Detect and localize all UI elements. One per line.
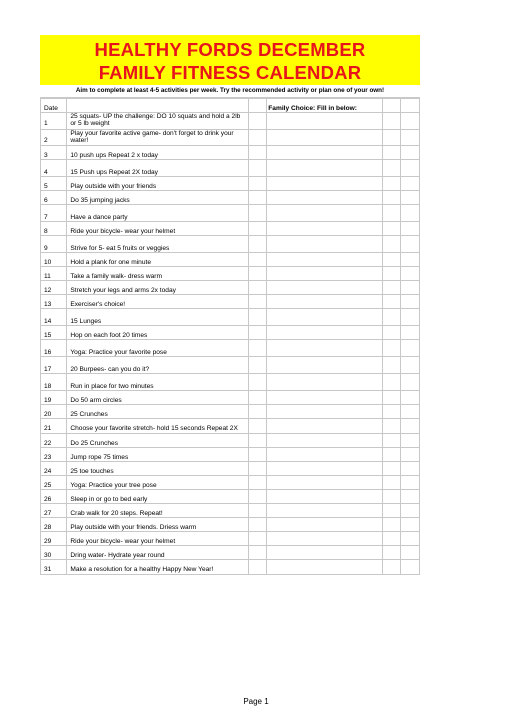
calendar-row bbox=[41, 253, 420, 267]
blank-cell bbox=[401, 504, 420, 518]
activity-text: Strive for 5- eat 5 fruits or veggies bbox=[67, 236, 248, 253]
blank-cell bbox=[382, 357, 401, 374]
day-number: 2 bbox=[41, 129, 67, 146]
calendar-row bbox=[41, 490, 420, 504]
blank-cell bbox=[382, 281, 401, 295]
header-family-choice: Family Choice: Fill in below: bbox=[267, 99, 382, 113]
activity-text: Crab walk for 20 steps. Repeat! bbox=[67, 504, 248, 518]
blank-cell bbox=[248, 462, 267, 476]
blank-cell bbox=[401, 191, 420, 205]
activity-text: Yoga: Practice your favorite pose bbox=[67, 340, 248, 357]
day-number: 30 bbox=[41, 546, 67, 560]
activity-text: Have a dance party bbox=[67, 205, 248, 222]
day-number: 28 bbox=[41, 518, 67, 532]
activity-text: Ride your bicycle- wear your helmet bbox=[67, 532, 248, 546]
blank-cell bbox=[382, 177, 401, 191]
family-choice-cell[interactable] bbox=[267, 357, 382, 374]
blank-cell bbox=[248, 434, 267, 448]
blank-cell bbox=[382, 518, 401, 532]
blank-cell bbox=[248, 222, 267, 236]
activity-text: Hold a plank for one minute bbox=[67, 253, 248, 267]
day-number: 1 bbox=[41, 113, 67, 130]
blank-cell bbox=[401, 405, 420, 419]
calendar-row bbox=[41, 504, 420, 518]
blank-cell bbox=[248, 490, 267, 504]
blank-cell bbox=[382, 295, 401, 309]
blank-cell bbox=[401, 490, 420, 504]
activity-text: Hop on each foot 20 times bbox=[67, 326, 248, 340]
activity-text: 25 Crunches bbox=[67, 405, 248, 419]
family-choice-cell[interactable] bbox=[267, 462, 382, 476]
day-number: 31 bbox=[41, 560, 67, 575]
activity-text: Stretch your legs and arms 2x today bbox=[67, 281, 248, 295]
activity-text: 15 Push ups Repeat 2X today bbox=[67, 160, 248, 177]
activity-text: Ride your bicycle- wear your helmet bbox=[67, 222, 248, 236]
day-number: 18 bbox=[41, 374, 67, 391]
blank-cell bbox=[382, 160, 401, 177]
activity-text: Do 25 Crunches bbox=[67, 434, 248, 448]
blank-cell bbox=[382, 391, 401, 405]
calendar-row bbox=[41, 476, 420, 490]
calendar-row bbox=[41, 546, 420, 560]
day-number: 23 bbox=[41, 448, 67, 462]
family-choice-cell[interactable] bbox=[267, 160, 382, 177]
blank-cell bbox=[382, 129, 401, 146]
blank-cell bbox=[401, 419, 420, 434]
calendar-row bbox=[41, 532, 420, 546]
blank-cell bbox=[401, 391, 420, 405]
header-blank-cell bbox=[401, 99, 420, 113]
day-number: 16 bbox=[41, 340, 67, 357]
calendar-row bbox=[41, 281, 420, 295]
blank-cell bbox=[401, 177, 420, 191]
blank-cell bbox=[401, 476, 420, 490]
calendar-row bbox=[41, 236, 420, 253]
family-choice-cell[interactable] bbox=[267, 504, 382, 518]
day-number: 20 bbox=[41, 405, 67, 419]
blank-cell bbox=[248, 326, 267, 340]
family-choice-cell[interactable] bbox=[267, 448, 382, 462]
blank-cell bbox=[248, 532, 267, 546]
day-number: 6 bbox=[41, 191, 67, 205]
blank-cell bbox=[248, 177, 267, 191]
blank-cell bbox=[382, 113, 401, 130]
day-number: 3 bbox=[41, 146, 67, 160]
blank-cell bbox=[401, 281, 420, 295]
family-choice-cell[interactable] bbox=[267, 146, 382, 160]
activity-text: 20 Burpees- can you do it? bbox=[67, 357, 248, 374]
blank-cell bbox=[248, 113, 267, 130]
calendar-row bbox=[41, 129, 420, 146]
blank-cell bbox=[248, 560, 267, 575]
day-number: 26 bbox=[41, 490, 67, 504]
blank-cell bbox=[248, 253, 267, 267]
activity-text: Take a family walk- dress warm bbox=[67, 267, 248, 281]
header-activity-blank bbox=[67, 99, 248, 113]
blank-cell bbox=[382, 326, 401, 340]
calendar-row bbox=[41, 326, 420, 340]
calendar-row bbox=[41, 309, 420, 326]
activity-text: Play outside with your friends. Driess warm bbox=[67, 518, 248, 532]
header-row bbox=[41, 99, 420, 113]
blank-cell bbox=[382, 191, 401, 205]
activity-text: Choose your favorite stretch- hold 15 seconds Repeat 2X bbox=[67, 419, 248, 434]
family-choice-cell[interactable] bbox=[267, 236, 382, 253]
calendar-sheet bbox=[40, 35, 420, 575]
blank-cell bbox=[382, 476, 401, 490]
family-choice-cell[interactable] bbox=[267, 253, 382, 267]
family-choice-cell[interactable] bbox=[267, 434, 382, 448]
blank-cell bbox=[248, 391, 267, 405]
day-number: 14 bbox=[41, 309, 67, 326]
activity-text: Play your favorite active game- don't forget to drink your water! bbox=[67, 129, 248, 146]
blank-cell bbox=[382, 267, 401, 281]
day-number: 5 bbox=[41, 177, 67, 191]
calendar-row bbox=[41, 267, 420, 281]
day-number: 8 bbox=[41, 222, 67, 236]
activity-text: Exerciser's choice! bbox=[67, 295, 248, 309]
blank-cell bbox=[382, 490, 401, 504]
calendar-row bbox=[41, 295, 420, 309]
family-choice-cell[interactable] bbox=[267, 476, 382, 490]
day-number: 19 bbox=[41, 391, 67, 405]
subtitle-instructions: Aim to complete at least 4-5 activities per week. Try the recommended activity or plan one of your own! bbox=[40, 85, 420, 98]
day-number: 22 bbox=[41, 434, 67, 448]
family-choice-cell[interactable] bbox=[267, 191, 382, 205]
day-number: 11 bbox=[41, 267, 67, 281]
page-footer: Page 1 bbox=[243, 697, 269, 706]
blank-cell bbox=[401, 129, 420, 146]
blank-cell bbox=[248, 129, 267, 146]
family-choice-cell[interactable] bbox=[267, 222, 382, 236]
family-choice-cell[interactable] bbox=[267, 326, 382, 340]
activity-text: 25 squats- UP the challenge: DO 10 squats and hold a 2lb or 5 lb weight bbox=[67, 113, 248, 130]
title-line-2: FAMILY FITNESS CALENDAR bbox=[98, 62, 362, 83]
blank-cell bbox=[382, 146, 401, 160]
family-choice-cell[interactable] bbox=[267, 177, 382, 191]
blank-cell bbox=[248, 419, 267, 434]
activity-text: Jump rope 75 times bbox=[67, 448, 248, 462]
blank-cell bbox=[401, 267, 420, 281]
blank-cell bbox=[401, 253, 420, 267]
activity-text: Yoga: Practice your tree pose bbox=[67, 476, 248, 490]
blank-cell bbox=[401, 462, 420, 476]
blank-cell bbox=[401, 560, 420, 575]
blank-cell bbox=[382, 462, 401, 476]
activity-text: Sleep in or go to bed early bbox=[67, 490, 248, 504]
blank-cell bbox=[401, 146, 420, 160]
blank-cell bbox=[382, 405, 401, 419]
day-number: 9 bbox=[41, 236, 67, 253]
calendar-row bbox=[41, 146, 420, 160]
blank-cell bbox=[382, 253, 401, 267]
day-number: 27 bbox=[41, 504, 67, 518]
activity-text: Dring water- Hydrate year round bbox=[67, 546, 248, 560]
day-number: 13 bbox=[41, 295, 67, 309]
calendar-row bbox=[41, 113, 420, 130]
family-choice-cell[interactable] bbox=[267, 374, 382, 391]
blank-cell bbox=[248, 267, 267, 281]
calendar-row bbox=[41, 448, 420, 462]
day-number: 15 bbox=[41, 326, 67, 340]
day-number: 17 bbox=[41, 357, 67, 374]
blank-cell bbox=[248, 476, 267, 490]
blank-cell bbox=[248, 504, 267, 518]
calendar-row bbox=[41, 434, 420, 448]
day-number: 4 bbox=[41, 160, 67, 177]
day-number: 7 bbox=[41, 205, 67, 222]
blank-cell bbox=[382, 546, 401, 560]
calendar-row bbox=[41, 405, 420, 419]
title-banner bbox=[40, 35, 420, 85]
day-number: 12 bbox=[41, 281, 67, 295]
activity-text: Do 35 jumping jacks bbox=[67, 191, 248, 205]
title-line-1: HEALTHY FORDS DECEMBER bbox=[94, 39, 366, 60]
blank-cell bbox=[382, 236, 401, 253]
blank-cell bbox=[401, 205, 420, 222]
blank-cell bbox=[382, 504, 401, 518]
blank-cell bbox=[401, 222, 420, 236]
blank-cell bbox=[382, 434, 401, 448]
calendar-row bbox=[41, 222, 420, 236]
day-number: 29 bbox=[41, 532, 67, 546]
calendar-row bbox=[41, 160, 420, 177]
blank-cell bbox=[248, 146, 267, 160]
family-choice-cell[interactable] bbox=[267, 560, 382, 575]
blank-cell bbox=[401, 448, 420, 462]
calendar-row bbox=[41, 177, 420, 191]
header-date: Date bbox=[41, 99, 67, 113]
day-number: 25 bbox=[41, 476, 67, 490]
blank-cell bbox=[401, 236, 420, 253]
blank-cell bbox=[382, 419, 401, 434]
blank-cell bbox=[248, 405, 267, 419]
family-choice-cell[interactable] bbox=[267, 309, 382, 326]
family-choice-cell[interactable] bbox=[267, 267, 382, 281]
blank-cell bbox=[382, 374, 401, 391]
family-choice-cell[interactable] bbox=[267, 113, 382, 130]
blank-cell bbox=[401, 374, 420, 391]
blank-cell bbox=[248, 236, 267, 253]
header-blank-cell bbox=[382, 99, 401, 113]
calendar-row bbox=[41, 391, 420, 405]
blank-cell bbox=[401, 309, 420, 326]
blank-cell bbox=[382, 222, 401, 236]
blank-cell bbox=[401, 160, 420, 177]
blank-cell bbox=[248, 295, 267, 309]
blank-cell bbox=[248, 518, 267, 532]
calendar-row bbox=[41, 560, 420, 575]
blank-cell bbox=[248, 309, 267, 326]
family-choice-cell[interactable] bbox=[267, 546, 382, 560]
blank-cell bbox=[248, 357, 267, 374]
blank-cell bbox=[401, 326, 420, 340]
blank-cell bbox=[248, 160, 267, 177]
blank-cell bbox=[382, 560, 401, 575]
blank-cell bbox=[382, 205, 401, 222]
family-choice-cell[interactable] bbox=[267, 405, 382, 419]
activity-text: 10 push ups Repeat 2 x today bbox=[67, 146, 248, 160]
calendar-table bbox=[40, 98, 420, 575]
calendar-row bbox=[41, 462, 420, 476]
calendar-row bbox=[41, 419, 420, 434]
family-choice-cell[interactable] bbox=[267, 490, 382, 504]
blank-cell bbox=[248, 191, 267, 205]
family-choice-cell[interactable] bbox=[267, 518, 382, 532]
family-choice-cell[interactable] bbox=[267, 295, 382, 309]
blank-cell bbox=[248, 546, 267, 560]
family-choice-cell[interactable] bbox=[267, 205, 382, 222]
family-choice-cell[interactable] bbox=[267, 391, 382, 405]
blank-cell bbox=[248, 374, 267, 391]
day-number: 21 bbox=[41, 419, 67, 434]
blank-cell bbox=[401, 113, 420, 130]
activity-text: 25 toe touches bbox=[67, 462, 248, 476]
blank-cell bbox=[382, 340, 401, 357]
blank-cell bbox=[401, 434, 420, 448]
blank-cell bbox=[382, 309, 401, 326]
calendar-row bbox=[41, 205, 420, 222]
family-choice-cell[interactable] bbox=[267, 419, 382, 434]
activity-text: Do 50 arm circles bbox=[67, 391, 248, 405]
day-number: 24 bbox=[41, 462, 67, 476]
blank-cell bbox=[401, 546, 420, 560]
calendar-row bbox=[41, 374, 420, 391]
family-choice-cell[interactable] bbox=[267, 281, 382, 295]
blank-cell bbox=[248, 205, 267, 222]
blank-cell bbox=[248, 340, 267, 357]
calendar-row bbox=[41, 357, 420, 374]
blank-cell bbox=[382, 448, 401, 462]
family-choice-cell[interactable] bbox=[267, 532, 382, 546]
blank-cell bbox=[382, 532, 401, 546]
blank-cell bbox=[401, 357, 420, 374]
activity-text: Play outside with your friends bbox=[67, 177, 248, 191]
day-number: 10 bbox=[41, 253, 67, 267]
blank-cell bbox=[401, 295, 420, 309]
blank-cell bbox=[248, 448, 267, 462]
activity-text: Make a resolution for a healthy Happy New Year! bbox=[67, 560, 248, 575]
blank-cell bbox=[248, 281, 267, 295]
activity-text: 15 Lunges bbox=[67, 309, 248, 326]
calendar-row bbox=[41, 518, 420, 532]
blank-cell bbox=[401, 518, 420, 532]
activity-text: Run in place for two minutes bbox=[67, 374, 248, 391]
blank-cell bbox=[401, 340, 420, 357]
calendar-row bbox=[41, 340, 420, 357]
blank-cell bbox=[401, 532, 420, 546]
calendar-row bbox=[41, 191, 420, 205]
header-blank-cell bbox=[248, 99, 267, 113]
family-choice-cell[interactable] bbox=[267, 340, 382, 357]
family-choice-cell[interactable] bbox=[267, 129, 382, 146]
